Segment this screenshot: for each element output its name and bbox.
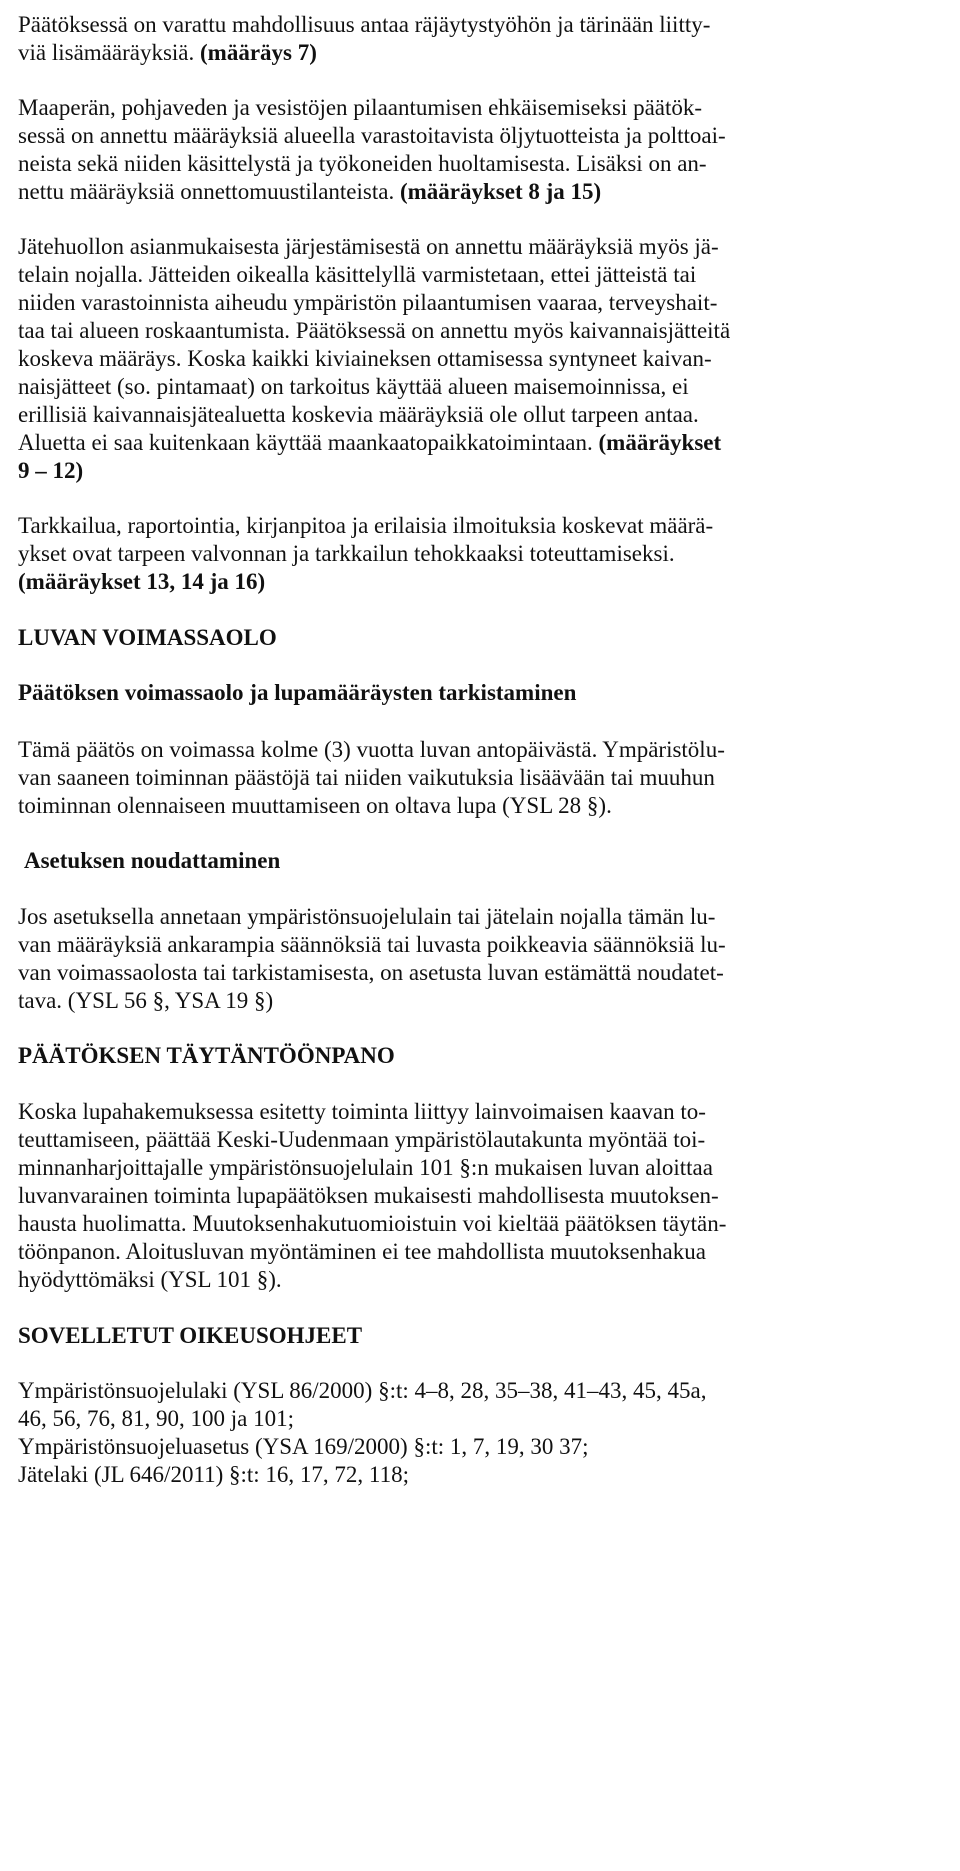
line-text: Päätöksessä on varattu mahdollisuus antaa räjäytystyöhön ja tärinään liitty- (18, 12, 711, 37)
text-line (18, 567, 265, 597)
regulation-reference: (määräykset 8 ja 15) (399, 179, 602, 204)
heading-text: SOVELLETUT OIKEUSOHJEET (18, 1323, 363, 1348)
regulation-reference: (määräykset (598, 430, 722, 455)
line-text: sessä on annettu määräyksiä alueella varastoitavista öljytuotteista ja polttoai- (18, 123, 726, 148)
line-text: hyödyttömäksi (YSL 101 §). (18, 1267, 282, 1292)
line-text: naisjätteet (so. pintamaat) on tarkoitus käyttää alueen maisemoinnissa, ei (18, 374, 689, 399)
text-line (18, 1153, 713, 1183)
text-line (18, 400, 699, 430)
text-line (18, 986, 273, 1016)
line-text: Jätehuollon asianmukaisesta järjestämisestä on annettu määräyksiä myös jä- (18, 234, 719, 259)
subsection-heading (18, 678, 576, 708)
text-line (18, 1376, 706, 1406)
line-text: Koska lupahakemuksessa esitetty toiminta liittyy lainvoimaisen kaavan to- (18, 1099, 706, 1124)
text-line (18, 288, 717, 318)
heading-text: LUVAN VOIMASSAOLO (18, 625, 277, 650)
text-line (18, 1125, 705, 1155)
line-text: taa tai alueen roskaantumista. Päätöksessä on annettu myös kaivannaisjätteitä (18, 318, 731, 343)
text-line (18, 149, 707, 179)
text-line (18, 10, 710, 40)
line-text: Aluetta ei saa kuitenkaan käyttää maankaatopaikkatoimintaan. (18, 430, 599, 455)
text-line (18, 1404, 294, 1434)
text-line (18, 38, 317, 68)
subsection-heading (24, 846, 280, 876)
text-line (18, 930, 726, 960)
heading-text: Asetuksen noudattaminen (24, 848, 281, 873)
line-text: minnanharjoittajalle ympäristönsuojelulain 101 §:n mukaisen luvan aloittaa (18, 1155, 713, 1180)
line-text: erillisiä kaivannaisjätealuetta koskevia määräyksiä ole ollut tarpeen antaa. (18, 402, 699, 427)
text-line (18, 316, 730, 346)
line-text: Maaperän, pohjaveden ja vesistöjen pilaantumisen ehkäisemiseksi päätök- (18, 95, 703, 120)
regulation-reference: (määräys 7) (200, 40, 317, 65)
line-text: viä lisämääräyksiä. (18, 40, 201, 65)
line-text: Tämä päätös on voimassa kolme (3) vuotta luvan antopäivästä. Ympäristölu- (18, 737, 725, 762)
section-heading (18, 1041, 395, 1071)
text-line (18, 1460, 409, 1490)
regulation-reference: (määräykset 13, 14 ja 16) (18, 569, 266, 594)
text-line (18, 791, 612, 821)
line-text: 46, 56, 76, 81, 90, 100 ja 101; (18, 1406, 294, 1431)
heading-text: PÄÄTÖKSEN TÄYTÄNTÖÖNPANO (18, 1043, 395, 1068)
text-line (18, 763, 715, 793)
line-text: van saaneen toiminnan päästöjä tai niiden vaikutuksia lisäävään tai muuhun (18, 765, 715, 790)
line-text: toiminnan olennaiseen muuttamiseen on oltava lupa (YSL 28 §). (18, 793, 612, 818)
line-text: tava. (YSL 56 §, YSA 19 §) (18, 988, 274, 1013)
regulation-reference: 9 – 12) (18, 458, 84, 483)
text-line (18, 735, 725, 765)
line-text: Ympäristönsuojeluasetus (YSA 169/2000) §:t: 1, 7, 19, 30 37; (18, 1434, 589, 1459)
text-line (18, 177, 601, 207)
line-text: van voimassaolosta tai tarkistamisesta, on asetusta luvan estämättä noudatet- (18, 960, 724, 985)
section-heading (18, 1321, 362, 1351)
line-text: van määräyksiä ankarampia säännöksiä tai luvasta poikkeavia säännöksiä lu- (18, 932, 726, 957)
text-line (18, 428, 721, 458)
line-text: neista sekä niiden käsittelystä ja työkoneiden huoltamisesta. Lisäksi on an- (18, 151, 707, 176)
text-line (18, 372, 689, 402)
text-line (18, 1097, 706, 1127)
line-text: Jos asetuksella annetaan ympäristönsuojelulain tai jätelain nojalla tämän lu- (18, 904, 716, 929)
line-text: ykset ovat tarpeen valvonnan ja tarkkailun tehokkaaksi toteuttamiseksi. (18, 541, 675, 566)
line-text: Ympäristönsuojelulaki (YSL 86/2000) §:t: 4–8, 28, 35–38, 41–43, 45, 45a, (18, 1378, 707, 1403)
text-line (18, 344, 712, 374)
text-line (18, 232, 719, 262)
text-line (18, 1265, 282, 1295)
heading-text: Päätöksen voimassaolo ja lupamääräysten tarkistaminen (18, 680, 577, 705)
line-text: hausta huolimatta. Muutoksenhakutuomioistuin voi kieltää päätöksen täytän- (18, 1211, 727, 1236)
line-text: nettu määräyksiä onnettomuustilanteista. (18, 179, 400, 204)
section-heading (18, 623, 277, 653)
line-text: niiden varastoinnista aiheudu ympäristön pilaantumisen vaaraa, terveyshait- (18, 290, 718, 315)
text-line (18, 456, 83, 486)
text-line (18, 1237, 706, 1267)
text-line (18, 958, 724, 988)
line-text: Tarkkailua, raportointia, kirjanpitoa ja erilaisia ilmoituksia koskevat määrä- (18, 513, 714, 538)
line-text: koskeva määräys. Koska kaikki kiviaineksen ottamisessa syntyneet kaivan- (18, 346, 712, 371)
text-line (18, 121, 726, 151)
line-text: töönpanon. Aloitusluvan myöntäminen ei tee mahdollista muutoksenhakua (18, 1239, 706, 1264)
text-line (18, 1209, 726, 1239)
text-line (18, 1432, 589, 1462)
text-line (18, 902, 715, 932)
text-line (18, 260, 696, 290)
text-line (18, 93, 702, 123)
line-text: telain nojalla. Jätteiden oikealla käsittelyllä varmistetaan, ettei jätteistä tai (18, 262, 697, 287)
line-text: luvanvarainen toiminta lupapäätöksen mukaisesti mahdollisesta muutoksen- (18, 1183, 719, 1208)
text-line (18, 511, 713, 541)
text-line (18, 1181, 719, 1211)
text-line (18, 539, 675, 569)
line-text: teuttamiseen, päättää Keski-Uudenmaan ympäristölautakunta myöntää toi- (18, 1127, 706, 1152)
line-text: Jätelaki (JL 646/2011) §:t: 16, 17, 72, 118; (18, 1462, 409, 1487)
